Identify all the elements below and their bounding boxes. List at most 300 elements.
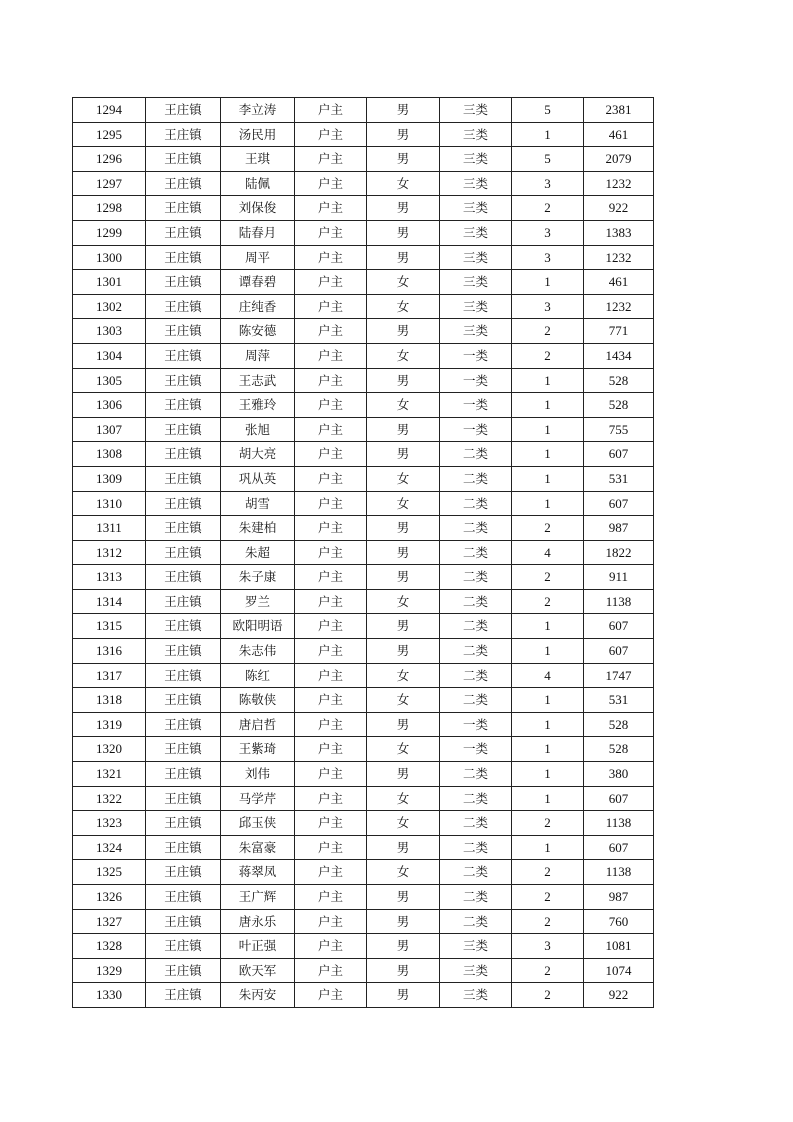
town-cell: 王庄镇 [146,220,221,245]
amount-cell: 1074 [584,958,654,983]
relation-cell: 户主 [295,663,367,688]
relation-cell: 户主 [295,393,367,418]
relation-cell: 户主 [295,442,367,467]
amount-cell: 607 [584,614,654,639]
household-size-cell: 2 [512,196,584,221]
relation-cell: 户主 [295,122,367,147]
name-cell: 欧阳明语 [221,614,295,639]
table-row [73,196,654,221]
category-cell: 二类 [440,639,512,664]
household-size-cell: 1 [512,762,584,787]
record-number-cell: 1327 [73,909,146,934]
table-row [73,368,654,393]
gender-cell: 男 [367,958,440,983]
name-cell: 叶正强 [221,934,295,959]
name-cell: 王雅玲 [221,393,295,418]
town-cell: 王庄镇 [146,245,221,270]
name-cell: 陆佩 [221,171,295,196]
record-number-cell: 1312 [73,540,146,565]
amount-cell: 1822 [584,540,654,565]
table-row [73,245,654,270]
table-row [73,737,654,762]
household-size-cell: 1 [512,368,584,393]
amount-cell: 922 [584,983,654,1008]
record-number-cell: 1295 [73,122,146,147]
amount-cell: 607 [584,442,654,467]
gender-cell: 女 [367,171,440,196]
name-cell: 陈红 [221,663,295,688]
gender-cell: 男 [367,614,440,639]
amount-cell: 1232 [584,294,654,319]
record-number-cell: 1324 [73,835,146,860]
record-number-cell: 1326 [73,885,146,910]
name-cell: 陆春月 [221,220,295,245]
table-body [73,98,654,1008]
table-row [73,270,654,295]
gender-cell: 女 [367,786,440,811]
town-cell: 王庄镇 [146,909,221,934]
name-cell: 陈安德 [221,319,295,344]
town-cell: 王庄镇 [146,196,221,221]
gender-cell: 女 [367,343,440,368]
household-size-cell: 2 [512,343,584,368]
town-cell: 王庄镇 [146,516,221,541]
category-cell: 三类 [440,98,512,123]
household-size-cell: 1 [512,393,584,418]
amount-cell: 2381 [584,98,654,123]
category-cell: 二类 [440,885,512,910]
relation-cell: 户主 [295,737,367,762]
record-number-cell: 1298 [73,196,146,221]
category-cell: 二类 [440,466,512,491]
table-row [73,589,654,614]
category-cell: 一类 [440,737,512,762]
relation-cell: 户主 [295,319,367,344]
town-cell: 王庄镇 [146,762,221,787]
category-cell: 三类 [440,270,512,295]
record-number-cell: 1318 [73,688,146,713]
household-size-cell: 1 [512,737,584,762]
amount-cell: 987 [584,885,654,910]
relation-cell: 户主 [295,491,367,516]
category-cell: 二类 [440,909,512,934]
relation-cell: 户主 [295,762,367,787]
table-row [73,466,654,491]
record-number-cell: 1305 [73,368,146,393]
town-cell: 王庄镇 [146,983,221,1008]
category-cell: 一类 [440,393,512,418]
town-cell: 王庄镇 [146,688,221,713]
record-number-cell: 1316 [73,639,146,664]
gender-cell: 女 [367,270,440,295]
category-cell: 三类 [440,294,512,319]
gender-cell: 女 [367,663,440,688]
name-cell: 罗兰 [221,589,295,614]
town-cell: 王庄镇 [146,860,221,885]
gender-cell: 男 [367,835,440,860]
amount-cell: 2079 [584,147,654,172]
record-number-cell: 1303 [73,319,146,344]
record-number-cell: 1301 [73,270,146,295]
record-number-cell: 1325 [73,860,146,885]
town-cell: 王庄镇 [146,442,221,467]
gender-cell: 男 [367,934,440,959]
amount-cell: 461 [584,270,654,295]
town-cell: 王庄镇 [146,958,221,983]
table-row [73,417,654,442]
gender-cell: 男 [367,196,440,221]
gender-cell: 女 [367,589,440,614]
category-cell: 二类 [440,589,512,614]
table-row [73,614,654,639]
name-cell: 汤民用 [221,122,295,147]
amount-cell: 531 [584,466,654,491]
table-row [73,639,654,664]
category-cell: 二类 [440,835,512,860]
town-cell: 王庄镇 [146,786,221,811]
gender-cell: 女 [367,688,440,713]
relation-cell: 户主 [295,811,367,836]
household-size-cell: 3 [512,171,584,196]
name-cell: 周萍 [221,343,295,368]
table-row [73,860,654,885]
name-cell: 朱富豪 [221,835,295,860]
relation-cell: 户主 [295,171,367,196]
town-cell: 王庄镇 [146,540,221,565]
name-cell: 谭春碧 [221,270,295,295]
record-number-cell: 1314 [73,589,146,614]
record-number-cell: 1322 [73,786,146,811]
name-cell: 朱丙安 [221,983,295,1008]
relation-cell: 户主 [295,835,367,860]
gender-cell: 男 [367,220,440,245]
household-size-cell: 3 [512,294,584,319]
household-size-cell: 2 [512,516,584,541]
household-size-cell: 2 [512,983,584,1008]
amount-cell: 1232 [584,245,654,270]
table-row [73,516,654,541]
gender-cell: 男 [367,762,440,787]
record-number-cell: 1297 [73,171,146,196]
relation-cell: 户主 [295,343,367,368]
relation-cell: 户主 [295,786,367,811]
household-size-cell: 2 [512,958,584,983]
household-size-cell: 3 [512,934,584,959]
town-cell: 王庄镇 [146,466,221,491]
relation-cell: 户主 [295,983,367,1008]
category-cell: 三类 [440,245,512,270]
name-cell: 王琪 [221,147,295,172]
category-cell: 二类 [440,565,512,590]
category-cell: 三类 [440,983,512,1008]
household-size-cell: 2 [512,565,584,590]
table-row [73,688,654,713]
town-cell: 王庄镇 [146,122,221,147]
relation-cell: 户主 [295,909,367,934]
relation-cell: 户主 [295,196,367,221]
table-row [73,835,654,860]
record-number-cell: 1315 [73,614,146,639]
household-size-cell: 1 [512,688,584,713]
relation-cell: 户主 [295,245,367,270]
table-row [73,343,654,368]
record-number-cell: 1300 [73,245,146,270]
amount-cell: 528 [584,737,654,762]
record-number-cell: 1321 [73,762,146,787]
table-row [73,934,654,959]
gender-cell: 男 [367,712,440,737]
category-cell: 一类 [440,343,512,368]
category-cell: 二类 [440,786,512,811]
amount-cell: 607 [584,491,654,516]
household-size-cell: 1 [512,417,584,442]
table-row [73,663,654,688]
town-cell: 王庄镇 [146,737,221,762]
amount-cell: 1747 [584,663,654,688]
record-number-cell: 1296 [73,147,146,172]
relation-cell: 户主 [295,294,367,319]
record-number-cell: 1294 [73,98,146,123]
household-size-cell: 1 [512,491,584,516]
gender-cell: 男 [367,417,440,442]
household-size-cell: 1 [512,614,584,639]
gender-cell: 女 [367,491,440,516]
name-cell: 朱志伟 [221,639,295,664]
town-cell: 王庄镇 [146,885,221,910]
household-size-cell: 2 [512,319,584,344]
name-cell: 王志武 [221,368,295,393]
name-cell: 王广辉 [221,885,295,910]
record-number-cell: 1307 [73,417,146,442]
town-cell: 王庄镇 [146,393,221,418]
town-cell: 王庄镇 [146,294,221,319]
table-row [73,393,654,418]
table-row [73,294,654,319]
amount-cell: 1138 [584,811,654,836]
category-cell: 二类 [440,540,512,565]
category-cell: 二类 [440,688,512,713]
household-size-cell: 1 [512,786,584,811]
gender-cell: 女 [367,737,440,762]
gender-cell: 男 [367,885,440,910]
record-number-cell: 1323 [73,811,146,836]
household-size-cell: 1 [512,466,584,491]
name-cell: 马学芹 [221,786,295,811]
amount-cell: 1232 [584,171,654,196]
amount-cell: 528 [584,712,654,737]
amount-cell: 607 [584,786,654,811]
table-row [73,442,654,467]
name-cell: 唐永乐 [221,909,295,934]
household-size-cell: 1 [512,122,584,147]
gender-cell: 男 [367,147,440,172]
category-cell: 三类 [440,319,512,344]
table-row [73,786,654,811]
relation-cell: 户主 [295,220,367,245]
household-size-cell: 1 [512,639,584,664]
relation-cell: 户主 [295,417,367,442]
town-cell: 王庄镇 [146,934,221,959]
record-number-cell: 1309 [73,466,146,491]
gender-cell: 男 [367,319,440,344]
name-cell: 刘保俊 [221,196,295,221]
name-cell: 陈敬侠 [221,688,295,713]
gender-cell: 女 [367,393,440,418]
name-cell: 张旭 [221,417,295,442]
amount-cell: 755 [584,417,654,442]
relation-cell: 户主 [295,958,367,983]
name-cell: 朱超 [221,540,295,565]
relation-cell: 户主 [295,98,367,123]
record-number-cell: 1330 [73,983,146,1008]
table-row [73,909,654,934]
record-number-cell: 1302 [73,294,146,319]
town-cell: 王庄镇 [146,835,221,860]
town-cell: 王庄镇 [146,614,221,639]
record-number-cell: 1319 [73,712,146,737]
household-size-cell: 5 [512,98,584,123]
town-cell: 王庄镇 [146,98,221,123]
category-cell: 一类 [440,368,512,393]
town-cell: 王庄镇 [146,171,221,196]
amount-cell: 911 [584,565,654,590]
amount-cell: 380 [584,762,654,787]
category-cell: 二类 [440,442,512,467]
town-cell: 王庄镇 [146,811,221,836]
gender-cell: 男 [367,368,440,393]
relation-cell: 户主 [295,540,367,565]
household-size-cell: 2 [512,860,584,885]
table-row [73,220,654,245]
town-cell: 王庄镇 [146,147,221,172]
table-row [73,98,654,123]
household-size-cell: 1 [512,442,584,467]
relation-cell: 户主 [295,688,367,713]
town-cell: 王庄镇 [146,319,221,344]
relation-cell: 户主 [295,368,367,393]
relation-cell: 户主 [295,639,367,664]
household-size-cell: 2 [512,589,584,614]
table-row [73,565,654,590]
amount-cell: 922 [584,196,654,221]
gender-cell: 男 [367,122,440,147]
town-cell: 王庄镇 [146,270,221,295]
gender-cell: 男 [367,98,440,123]
category-cell: 三类 [440,958,512,983]
amount-cell: 1434 [584,343,654,368]
relation-cell: 户主 [295,860,367,885]
name-cell: 唐启哲 [221,712,295,737]
gender-cell: 女 [367,294,440,319]
town-cell: 王庄镇 [146,343,221,368]
category-cell: 二类 [440,860,512,885]
table-row [73,319,654,344]
category-cell: 二类 [440,516,512,541]
gender-cell: 男 [367,516,440,541]
gender-cell: 女 [367,860,440,885]
gender-cell: 男 [367,909,440,934]
record-number-cell: 1313 [73,565,146,590]
category-cell: 三类 [440,220,512,245]
town-cell: 王庄镇 [146,663,221,688]
amount-cell: 1081 [584,934,654,959]
relation-cell: 户主 [295,270,367,295]
table-row [73,491,654,516]
name-cell: 周平 [221,245,295,270]
record-number-cell: 1308 [73,442,146,467]
town-cell: 王庄镇 [146,417,221,442]
relation-cell: 户主 [295,147,367,172]
gender-cell: 男 [367,540,440,565]
record-number-cell: 1311 [73,516,146,541]
amount-cell: 528 [584,368,654,393]
category-cell: 一类 [440,712,512,737]
gender-cell: 女 [367,466,440,491]
relation-cell: 户主 [295,885,367,910]
category-cell: 二类 [440,663,512,688]
gender-cell: 男 [367,245,440,270]
amount-cell: 607 [584,639,654,664]
household-size-cell: 4 [512,540,584,565]
household-size-cell: 1 [512,712,584,737]
name-cell: 王紫琦 [221,737,295,762]
category-cell: 二类 [440,614,512,639]
household-size-cell: 1 [512,835,584,860]
table-row [73,762,654,787]
record-number-cell: 1310 [73,491,146,516]
record-number-cell: 1306 [73,393,146,418]
name-cell: 庄纯香 [221,294,295,319]
record-number-cell: 1317 [73,663,146,688]
gender-cell: 男 [367,565,440,590]
relation-cell: 户主 [295,934,367,959]
name-cell: 朱建柏 [221,516,295,541]
household-size-cell: 2 [512,811,584,836]
category-cell: 二类 [440,491,512,516]
relation-cell: 户主 [295,712,367,737]
household-size-cell: 1 [512,270,584,295]
gender-cell: 男 [367,442,440,467]
name-cell: 蒋翠凤 [221,860,295,885]
name-cell: 朱子康 [221,565,295,590]
category-cell: 三类 [440,147,512,172]
amount-cell: 760 [584,909,654,934]
table-row [73,147,654,172]
town-cell: 王庄镇 [146,565,221,590]
category-cell: 二类 [440,811,512,836]
name-cell: 欧天军 [221,958,295,983]
amount-cell: 607 [584,835,654,860]
amount-cell: 461 [584,122,654,147]
household-size-cell: 3 [512,220,584,245]
table-row [73,958,654,983]
relation-cell: 户主 [295,589,367,614]
name-cell: 刘伟 [221,762,295,787]
table-row [73,983,654,1008]
household-size-cell: 4 [512,663,584,688]
category-cell: 三类 [440,196,512,221]
amount-cell: 771 [584,319,654,344]
record-number-cell: 1328 [73,934,146,959]
gender-cell: 男 [367,983,440,1008]
gender-cell: 女 [367,811,440,836]
household-size-cell: 2 [512,909,584,934]
table-row [73,811,654,836]
amount-cell: 987 [584,516,654,541]
relation-cell: 户主 [295,614,367,639]
household-size-cell: 2 [512,885,584,910]
record-number-cell: 1299 [73,220,146,245]
